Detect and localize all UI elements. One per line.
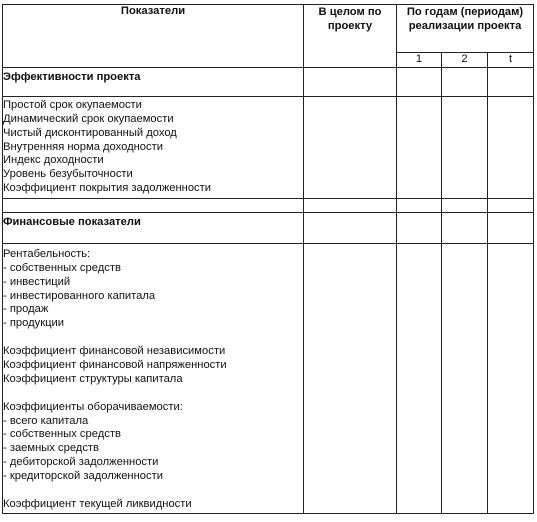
cell <box>442 96 488 198</box>
cell <box>488 96 534 198</box>
header-total: В целом по проекту <box>304 5 397 68</box>
cell <box>397 198 442 212</box>
list-item: - кредиторской задолженности <box>3 470 163 483</box>
list-item: - собственных средств <box>3 428 121 441</box>
list-item: Чистый дисконтированный доход <box>3 126 177 139</box>
cell <box>488 212 534 243</box>
section-financial-items <box>3 243 304 513</box>
cell <box>304 67 397 96</box>
list-item: Коэффициент покрытия задолженности <box>3 182 212 195</box>
cell <box>488 198 534 212</box>
header-year-2: 2 <box>442 53 488 68</box>
list-item: Индекс доходности <box>3 154 104 167</box>
list-item: - дебиторской задолженности <box>3 456 159 469</box>
list-item: Коэффициент финансовой независимости <box>3 345 226 358</box>
indicators-table <box>2 4 534 514</box>
cell <box>304 96 397 198</box>
cell <box>397 67 442 96</box>
list-item: Простой срок окупаемости <box>3 98 142 111</box>
cell <box>442 67 488 96</box>
cell <box>488 67 534 96</box>
list-item: - собственных средств <box>3 261 121 274</box>
list-item: Коэффициент текущей ликвидности <box>3 497 192 510</box>
cell <box>304 212 397 243</box>
header-year-t: t <box>488 53 534 68</box>
list-item: Динамический срок окупаемости <box>3 112 174 125</box>
list-item: Коэффициенты оборачиваемости: <box>3 400 183 413</box>
section-efficiency-items <box>3 96 304 198</box>
cell <box>397 96 442 198</box>
cell <box>442 243 488 513</box>
cell <box>397 212 442 243</box>
list-item: Рентабельность: <box>3 247 91 260</box>
cell <box>3 198 304 212</box>
list-item: Коэффициент структуры капитала <box>3 372 183 385</box>
list-item: - инвестиций <box>3 275 71 288</box>
list-item: Внутренняя норма доходности <box>3 140 163 153</box>
cell <box>304 198 397 212</box>
list-item: - инвестированного капитала <box>3 289 156 302</box>
header-indicators: Показатели <box>3 5 304 68</box>
cell <box>442 212 488 243</box>
cell <box>304 243 397 513</box>
list-item <box>3 387 303 401</box>
section-financial-title: Финансовые показатели <box>3 212 304 243</box>
header-year-1: 1 <box>397 53 442 68</box>
list-item: Уровень безубыточности <box>3 168 133 181</box>
list-item: - продукции <box>3 317 65 330</box>
list-item: Коэффициент финансовой напряженности <box>3 359 227 372</box>
list-item: - всего капитала <box>3 414 89 427</box>
list-item <box>3 484 303 498</box>
header-by-years: По годам (периодам) реализации проекта <box>397 5 534 53</box>
list-item: - заемных средств <box>3 442 100 455</box>
cell <box>488 243 534 513</box>
section-efficiency-title: Эффективности проекта <box>3 67 304 96</box>
list-item <box>3 331 303 345</box>
cell <box>397 243 442 513</box>
cell <box>442 198 488 212</box>
list-item: - продаж <box>3 303 49 316</box>
